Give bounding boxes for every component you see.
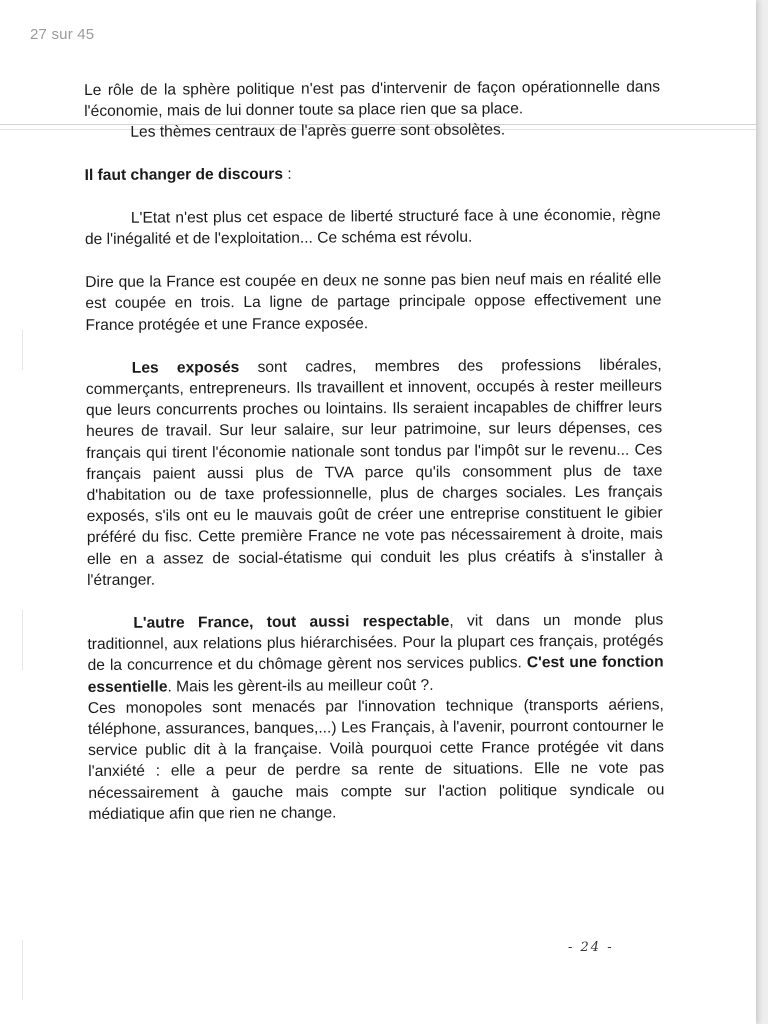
paragraph: Le rôle de la sphère politique n'est pas d'intervenir de façon opérationnelle dans l'économie, mais de lui donner toute sa place rien que sa place. <box>84 78 661 121</box>
heading-bold-text: Il faut changer de discours <box>84 165 284 184</box>
emphasis-text: L'autre France, tout aussi respectable <box>133 612 450 632</box>
paragraph: Les thèmes centraux de l'après guerre sont obsolètes. <box>130 121 506 142</box>
document-body <box>84 76 665 825</box>
page-number-footer: - 24 - <box>568 940 614 955</box>
page-indicator: 27 sur 45 <box>30 26 95 43</box>
heading-tail: : <box>282 165 292 183</box>
paragraph: L'Etat n'est plus cet espace de liberté structuré face à une économie, règne de l'inégalité et de l'exploitation... Ce schéma est révolu. <box>84 206 661 249</box>
emphasis-text: Les exposés <box>131 358 240 377</box>
paragraph-text: sont cadres, membres des professions libérales, commerçants, entrepreneurs. Ils travaillent et innovent, occupés à rester meilleurs que leurs concurrents proches ou lointains. Ils seraient incapables de chiffrer leurs heures de travail. Sur leur salaire, sur leur patrimoine, sur leurs dépenses, ces français qui tirent l'économie nationale sont tondus par l'impôt sur le revenu... Ces français paient aussi plus de TVA parce qu'ils consomment plus de taxe d'habitation ou de taxe professionnelle, plus de charges sociales. Les français exposés, s'ils ont eu le mauvais goût de créer une entreprise constituent le gibier préféré du fisc. Cette première France ne vote pas nécessairement à droite, mais elle en a assez de social-étatisme qui conduit les plus créatifs à s'installer à l'étranger. <box>85 356 663 589</box>
paragraph: Dire que la France est coupée en deux ne sonne pas bien neuf mais en réalité elle est coupée en trois. La ligne de partage principale oppose effectivement une France protégée et une France exposée. <box>85 270 662 334</box>
scan-margin-mark <box>22 940 23 1000</box>
paragraph <box>86 354 663 591</box>
paragraph: Ces monopoles sont menacés par l'innovation technique (transports aériens, téléphone, assurances, banques,...) Les Français, à l'avenir, pourront contourner le service public dit à la française. Voilà pourquoi cette France protégée vit dans l'anxiété : elle a peur de perdre sa rente de situations. Elle ne vote pas nécessairement à gauche mais compte sur l'action politique syndicale ou médiatique afin que rien ne change. <box>87 696 665 823</box>
paragraph-text: . Mais les gèrent-ils au meilleur coût ?. <box>167 676 434 696</box>
scan-margin-mark <box>22 330 23 370</box>
emphasis-text: C'est une fonction essentielle <box>87 653 664 696</box>
paragraph <box>87 610 664 698</box>
section-heading <box>85 161 661 186</box>
viewer-gutter <box>756 0 768 1024</box>
scan-margin-mark <box>22 610 23 670</box>
paragraph-text: , vit dans un monde plus traditionnel, aux relations plus hiérarchisées. Pour la plupart ces français, protégés de la concurrence et du chômage gèrent nos services publics. <box>87 611 664 675</box>
